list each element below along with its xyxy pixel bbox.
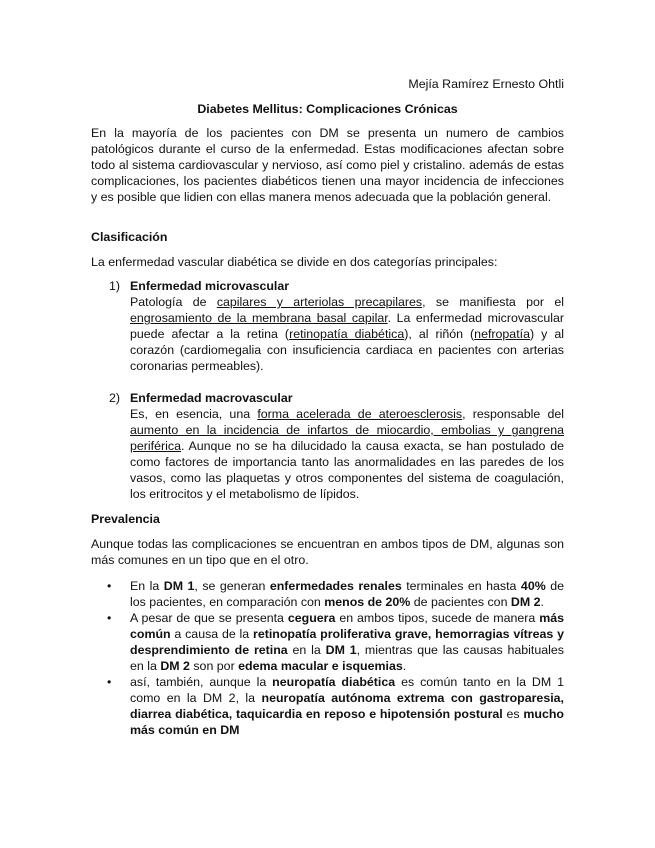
bullet-icon: •	[107, 611, 112, 625]
item-body-microvascular: Patología de capilares y arteriolas precapilares, se manifiesta por el engrosamiento de la membrana basal capilar. La enfermedad microvascular puede afectar a la retina (retinopatía diabética), al riñón (nefropatía) y al corazón (cardiomegalia con insuficiencia cardiaca en pacientes con arterias coronarias permeables).	[130, 295, 565, 373]
heading-clasificacion: Clasificación	[91, 230, 168, 244]
item-number-1: 1)	[109, 279, 121, 293]
clasificacion-lead: La enfermedad vascular diabética se divide en dos categorías principales:	[91, 255, 498, 269]
item-title-microvascular: Enfermedad microvascular	[130, 279, 290, 293]
list-item: • A pesar de que se presenta ceguera en ambos tipos, sucede de manera más común a causa de la retinopatía proliferativa grave, hemorragias vítreas y desprendimiento de retina en la DM 1, mientras que las causas habituales en la DM 2 son por edema macular e isquemias.	[107, 611, 565, 673]
item-title-macrovascular: Enfermedad macrovascular	[130, 391, 293, 405]
document-title: Diabetes Mellitus: Complicaciones Crónicas	[197, 102, 458, 116]
heading-prevalencia: Prevalencia	[91, 512, 160, 526]
bullet-icon: •	[107, 579, 112, 593]
list-item: • así, también, aunque la neuropatía diabética es común tanto en la DM 1 como en la DM 2, la neuropatía autónoma extrema con gastroparesia, diarrea diabética, taquicardia en reposo e hipotensión postural es mucho más común en DM	[107, 675, 565, 737]
item-number-2: 2)	[109, 391, 121, 405]
prevalencia-lead: Aunque todas las complicaciones se encuentran en ambos tipos de DM, algunas son más comunes en un tipo que en el otro.	[91, 537, 564, 567]
author-name: Mejía Ramírez Ernesto Ohtli	[408, 77, 564, 91]
intro-paragraph: En la mayoría de los pacientes con DM se presenta un numero de cambios patológicos durante el curso de la enfermedad. Estas modificaciones afectan sobre todo al sistema cardiovascular y nervioso, así como piel y cristalino. además de estas complicaciones, los pacientes diabéticos tienen una mayor incidencia de infecciones y es posible que lidien con ellas manera menos adecuada que la población general.	[91, 126, 564, 204]
prevalencia-bullet-list	[91, 578, 564, 738]
item-body-macrovascular: Es, en esencia, una forma acelerada de ateroesclerosis, responsable del aumento en la incidencia de infartos de miocardio, embolias y gangrena periférica. Aunque no se ha dilucidado la causa exacta, se han postulado de como factores de importancia tanto las anormalidades en las paredes de los vasos, como las plaquetas y otros componentes del sistema de coagulación, los eritrocitos y el metabolismo de lípidos.	[130, 407, 565, 501]
bullet-icon: •	[107, 675, 112, 689]
list-item: • En la DM 1, se generan enfermedades renales terminales en hasta 40% de los pacientes, en comparación con menos de 20% de pacientes con DM 2.	[107, 579, 564, 609]
